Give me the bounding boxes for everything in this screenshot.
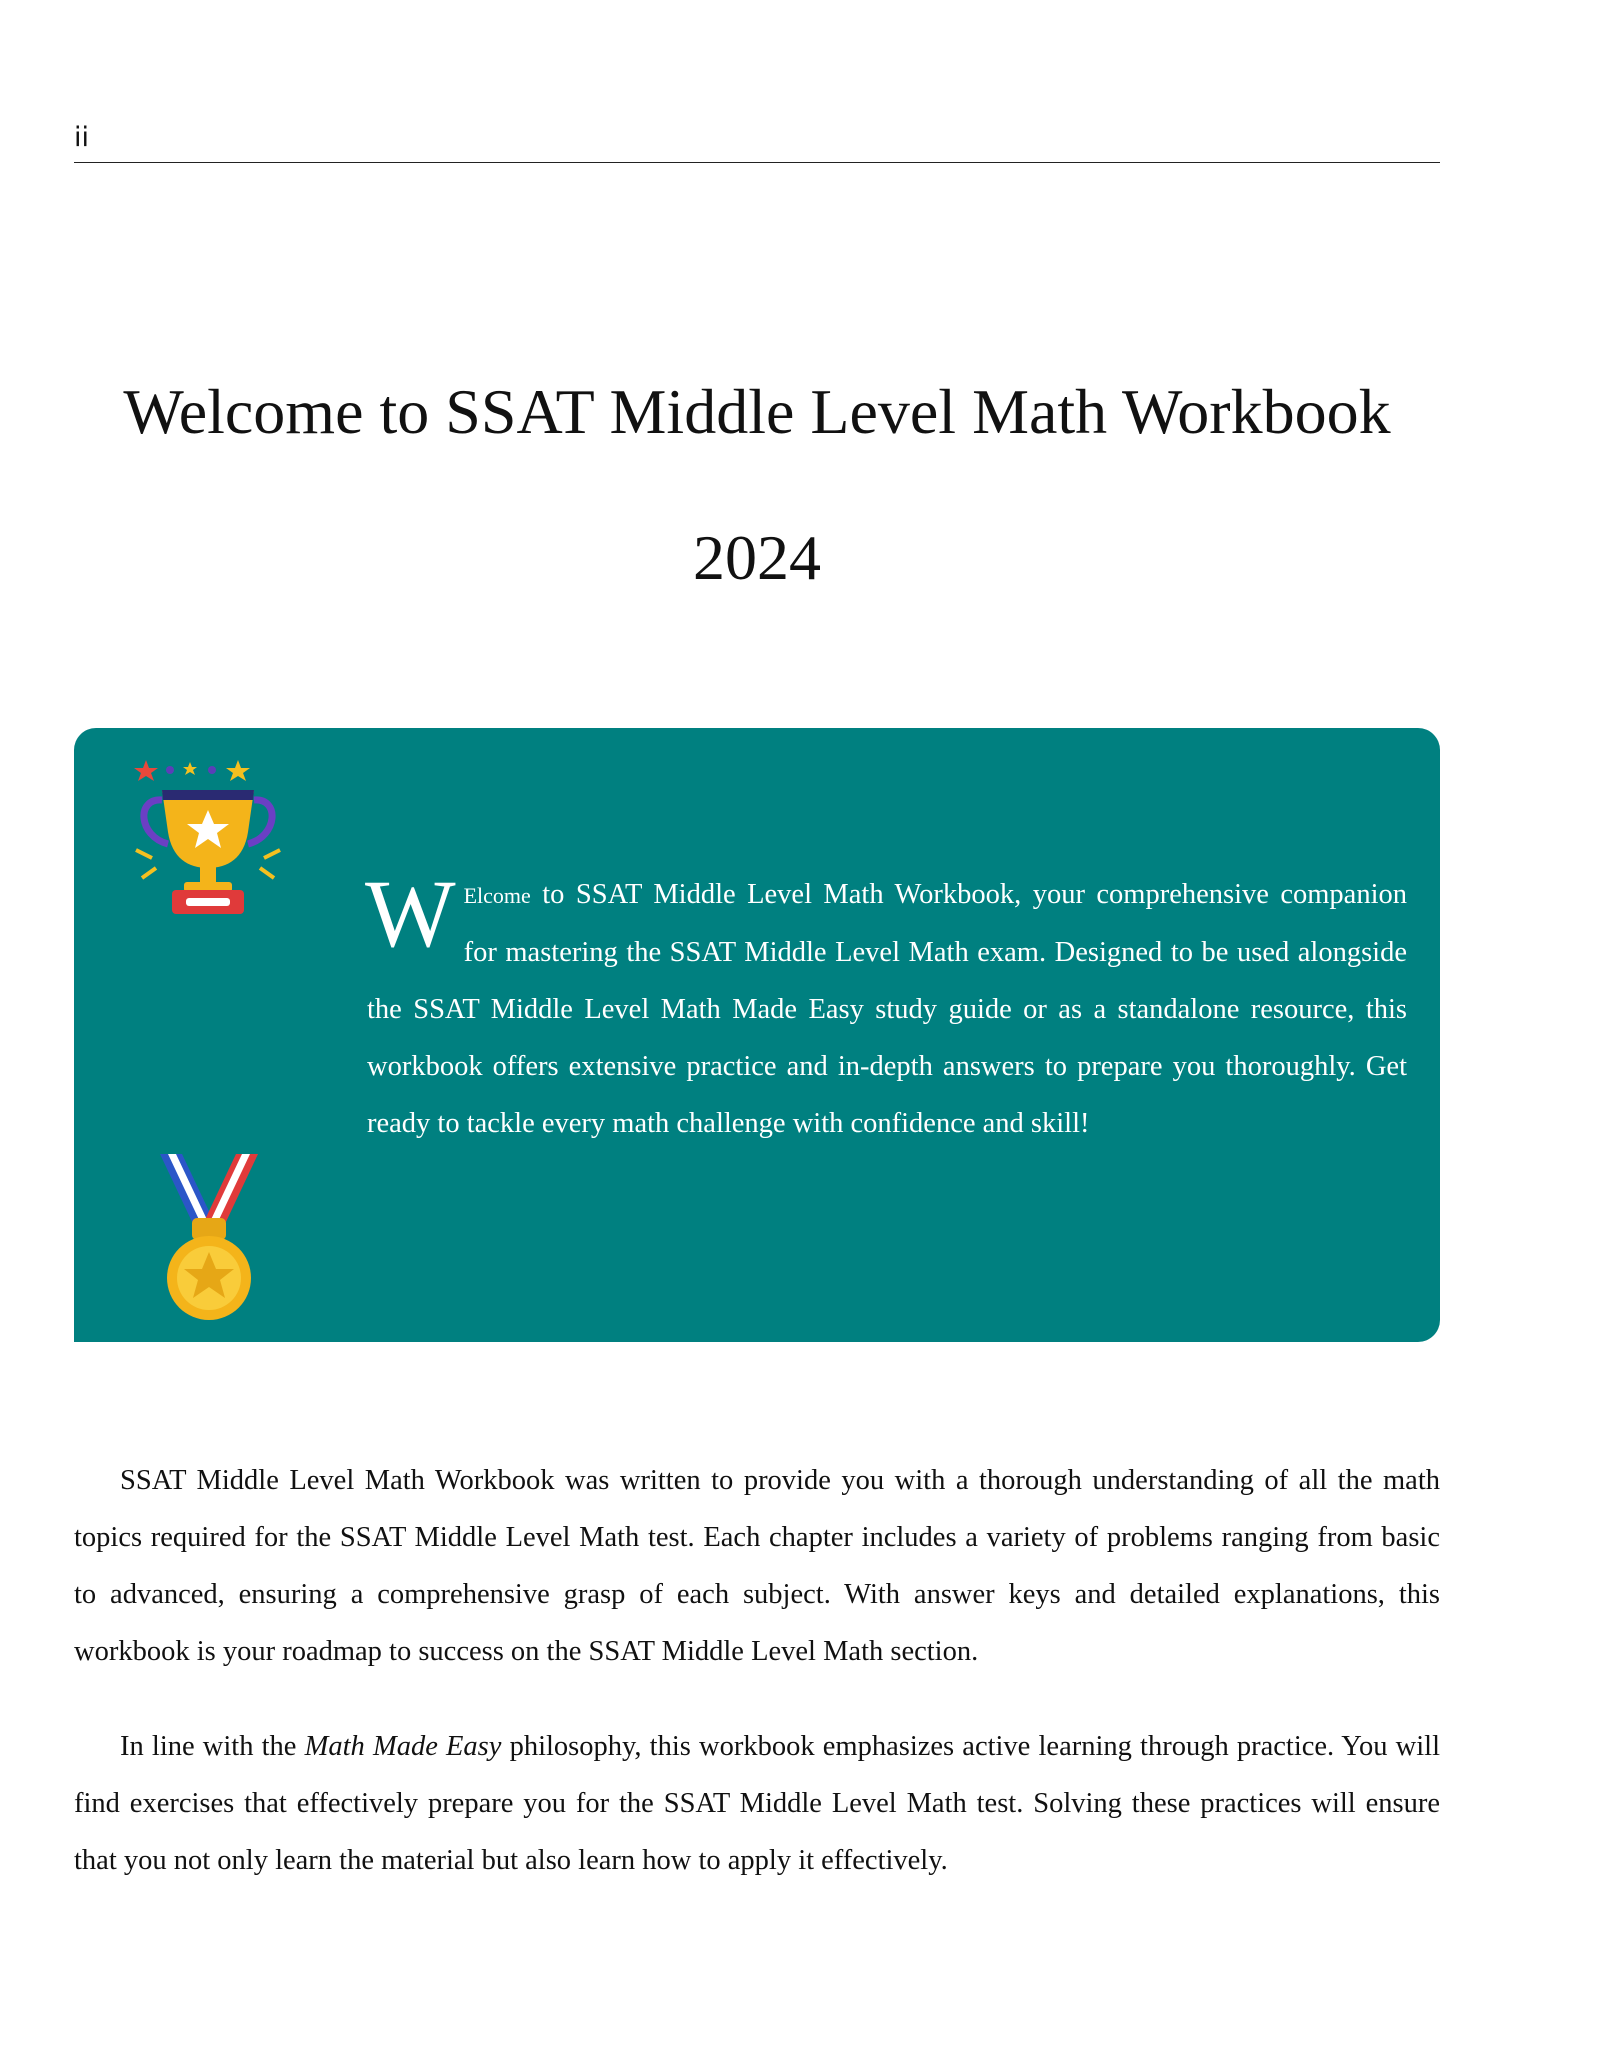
- page-title: [0, 376, 1514, 593]
- title-year: 2024: [693, 522, 821, 593]
- intro-text: to SSAT Middle Level Math Workbook, your comprehensive companion for mastering the SSAT Middle Level Math exam. Designed to be used alongside the SSAT Middle Level Math Made Easy study guide or as a standalone resource, this workbook offers extensive practice and in-depth answers to prepare you thoroughly. Get ready to tackle every math challenge with confidence and skill!: [367, 879, 1407, 1139]
- page-number: ii: [74, 122, 90, 153]
- body-paragraph-1: SSAT Middle Level Math Workbook was written to provide you with a thorough understanding of all the math topics required for the SSAT Middle Level Math test. Each chapter includes a variety of problems ranging from basic to advanced, ensuring a comprehensive grasp of each subject. With answer keys and detailed explanations, this workbook is your roadmap to success on the SSAT Middle Level Math section.: [74, 1465, 1440, 1667]
- intro-paragraph: [365, 860, 1407, 1152]
- trophy-icon: [128, 758, 288, 918]
- title-line: Welcome to SSAT Middle Level Math Workbook: [123, 376, 1391, 447]
- intro-box: [74, 728, 1440, 1342]
- paragraph-2-start: In line with the: [120, 1731, 305, 1762]
- paragraph-2-end: philosophy, this workbook emphasizes active learning through practice. You will find exercises that effectively prepare you for the SSAT Middle Level Math test. Solving these practices will ensure that you not only learn the material but also learn how to apply it effectively.: [74, 1731, 1440, 1876]
- body-text: [74, 1452, 1440, 1889]
- medal-icon: [156, 1148, 262, 1324]
- body-paragraph-2: [74, 1718, 1440, 1889]
- book-title-italic: Math Made Easy: [304, 1731, 502, 1762]
- drop-cap: W: [365, 860, 456, 967]
- running-header: [74, 118, 1440, 163]
- intro-small-caps: Elcome: [463, 883, 531, 908]
